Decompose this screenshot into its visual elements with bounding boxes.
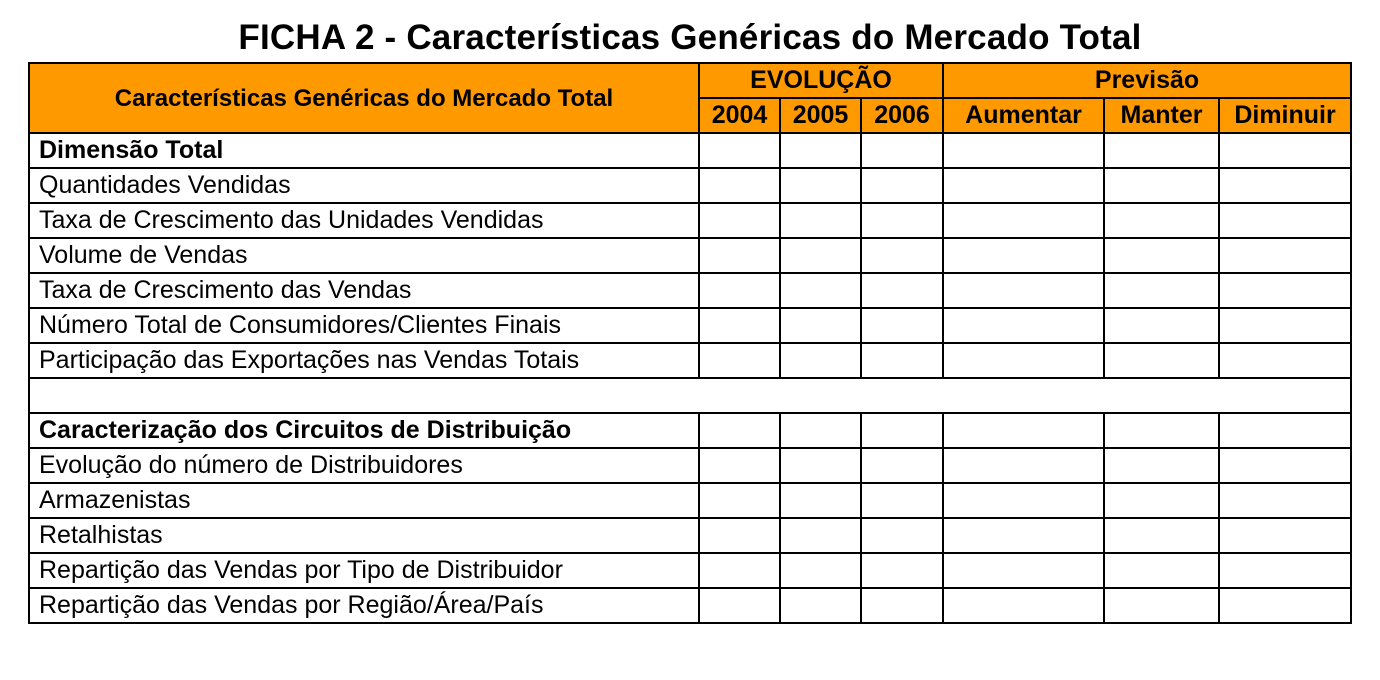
cell-diminuir (1219, 168, 1351, 203)
cell-manter (1104, 448, 1219, 483)
row-label: Evolução do número de Distribuidores (29, 448, 699, 483)
row-label: Repartição das Vendas por Tipo de Distribuidor (29, 553, 699, 588)
table-row (29, 588, 1351, 623)
cell-manter (1104, 273, 1219, 308)
group-header-previsao: Previsão (943, 63, 1351, 98)
cell-2004 (699, 343, 780, 378)
cell-diminuir (1219, 308, 1351, 343)
table-body (29, 133, 1351, 623)
cell-2005 (780, 238, 861, 273)
row-label: Retalhistas (29, 518, 699, 553)
cell-diminuir (1219, 518, 1351, 553)
corner-header: Características Genéricas do Mercado Total (29, 63, 699, 133)
cell-2005 (780, 168, 861, 203)
cell-manter (1104, 133, 1219, 168)
cell-manter (1104, 203, 1219, 238)
table-row (29, 203, 1351, 238)
row-label: Volume de Vendas (29, 238, 699, 273)
cell-manter (1104, 553, 1219, 588)
cell-aumentar (943, 168, 1104, 203)
cell-2004 (699, 238, 780, 273)
cell-manter (1104, 238, 1219, 273)
spacer-row (29, 378, 1351, 413)
cell-diminuir (1219, 413, 1351, 448)
cell-diminuir (1219, 273, 1351, 308)
cell-manter (1104, 483, 1219, 518)
table-row (29, 518, 1351, 553)
cell-2005 (780, 133, 861, 168)
table-row (29, 553, 1351, 588)
cell-aumentar (943, 588, 1104, 623)
row-label: Repartição das Vendas por Região/Área/País (29, 588, 699, 623)
cell-2006 (861, 518, 943, 553)
cell-diminuir (1219, 553, 1351, 588)
cell-2005 (780, 308, 861, 343)
group-header-evolucao: EVOLUÇÃO (699, 63, 943, 98)
cell-2005 (780, 343, 861, 378)
row-label: Taxa de Crescimento das Unidades Vendidas (29, 203, 699, 238)
column-header-manter: Manter (1104, 98, 1219, 133)
cell-manter (1104, 168, 1219, 203)
cell-manter (1104, 308, 1219, 343)
spacer-cell (29, 378, 1351, 413)
column-header-diminuir: Diminuir (1219, 98, 1351, 133)
cell-2005 (780, 273, 861, 308)
cell-aumentar (943, 203, 1104, 238)
cell-aumentar (943, 553, 1104, 588)
section-label: Dimensão Total (29, 133, 699, 168)
column-header-2004: 2004 (699, 98, 780, 133)
cell-2005 (780, 413, 861, 448)
cell-2005 (780, 518, 861, 553)
cell-2004 (699, 168, 780, 203)
cell-2006 (861, 238, 943, 273)
cell-aumentar (943, 483, 1104, 518)
cell-2005 (780, 483, 861, 518)
row-label: Número Total de Consumidores/Clientes Finais (29, 308, 699, 343)
table-row (29, 273, 1351, 308)
cell-2006 (861, 553, 943, 588)
cell-2004 (699, 518, 780, 553)
cell-manter (1104, 343, 1219, 378)
cell-2005 (780, 588, 861, 623)
cell-aumentar (943, 238, 1104, 273)
cell-2006 (861, 413, 943, 448)
table-row (29, 168, 1351, 203)
column-header-2006: 2006 (861, 98, 943, 133)
cell-aumentar (943, 413, 1104, 448)
row-label: Participação das Exportações nas Vendas Totais (29, 343, 699, 378)
cell-2006 (861, 273, 943, 308)
cell-2004 (699, 553, 780, 588)
cell-2005 (780, 203, 861, 238)
cell-diminuir (1219, 343, 1351, 378)
cell-2006 (861, 448, 943, 483)
cell-manter (1104, 518, 1219, 553)
cell-diminuir (1219, 483, 1351, 518)
cell-2004 (699, 273, 780, 308)
cell-manter (1104, 588, 1219, 623)
cell-manter (1104, 413, 1219, 448)
table-row (29, 343, 1351, 378)
row-label: Taxa de Crescimento das Vendas (29, 273, 699, 308)
row-label: Quantidades Vendidas (29, 168, 699, 203)
cell-2005 (780, 553, 861, 588)
cell-2004 (699, 413, 780, 448)
cell-2006 (861, 203, 943, 238)
cell-2006 (861, 168, 943, 203)
cell-aumentar (943, 448, 1104, 483)
cell-aumentar (943, 273, 1104, 308)
cell-2004 (699, 308, 780, 343)
cell-aumentar (943, 133, 1104, 168)
section-row (29, 413, 1351, 448)
section-label: Caracterização dos Circuitos de Distribuição (29, 413, 699, 448)
cell-2006 (861, 483, 943, 518)
cell-aumentar (943, 518, 1104, 553)
cell-2004 (699, 483, 780, 518)
row-label: Armazenistas (29, 483, 699, 518)
cell-2006 (861, 343, 943, 378)
cell-2006 (861, 133, 943, 168)
market-characteristics-table (28, 62, 1352, 624)
cell-diminuir (1219, 588, 1351, 623)
cell-diminuir (1219, 133, 1351, 168)
cell-2004 (699, 448, 780, 483)
page-title: FICHA 2 - Características Genéricas do Mercado Total (238, 18, 1142, 57)
column-header-aumentar: Aumentar (943, 98, 1104, 133)
cell-diminuir (1219, 203, 1351, 238)
section-row (29, 133, 1351, 168)
cell-aumentar (943, 308, 1104, 343)
table-row (29, 448, 1351, 483)
header-row-groups (29, 63, 1351, 98)
cell-2004 (699, 133, 780, 168)
cell-2005 (780, 448, 861, 483)
cell-2004 (699, 203, 780, 238)
cell-2006 (861, 588, 943, 623)
cell-diminuir (1219, 448, 1351, 483)
table-row (29, 308, 1351, 343)
cell-diminuir (1219, 238, 1351, 273)
cell-aumentar (943, 343, 1104, 378)
cell-2006 (861, 308, 943, 343)
table-row (29, 483, 1351, 518)
cell-2004 (699, 588, 780, 623)
table-row (29, 238, 1351, 273)
column-header-2005: 2005 (780, 98, 861, 133)
